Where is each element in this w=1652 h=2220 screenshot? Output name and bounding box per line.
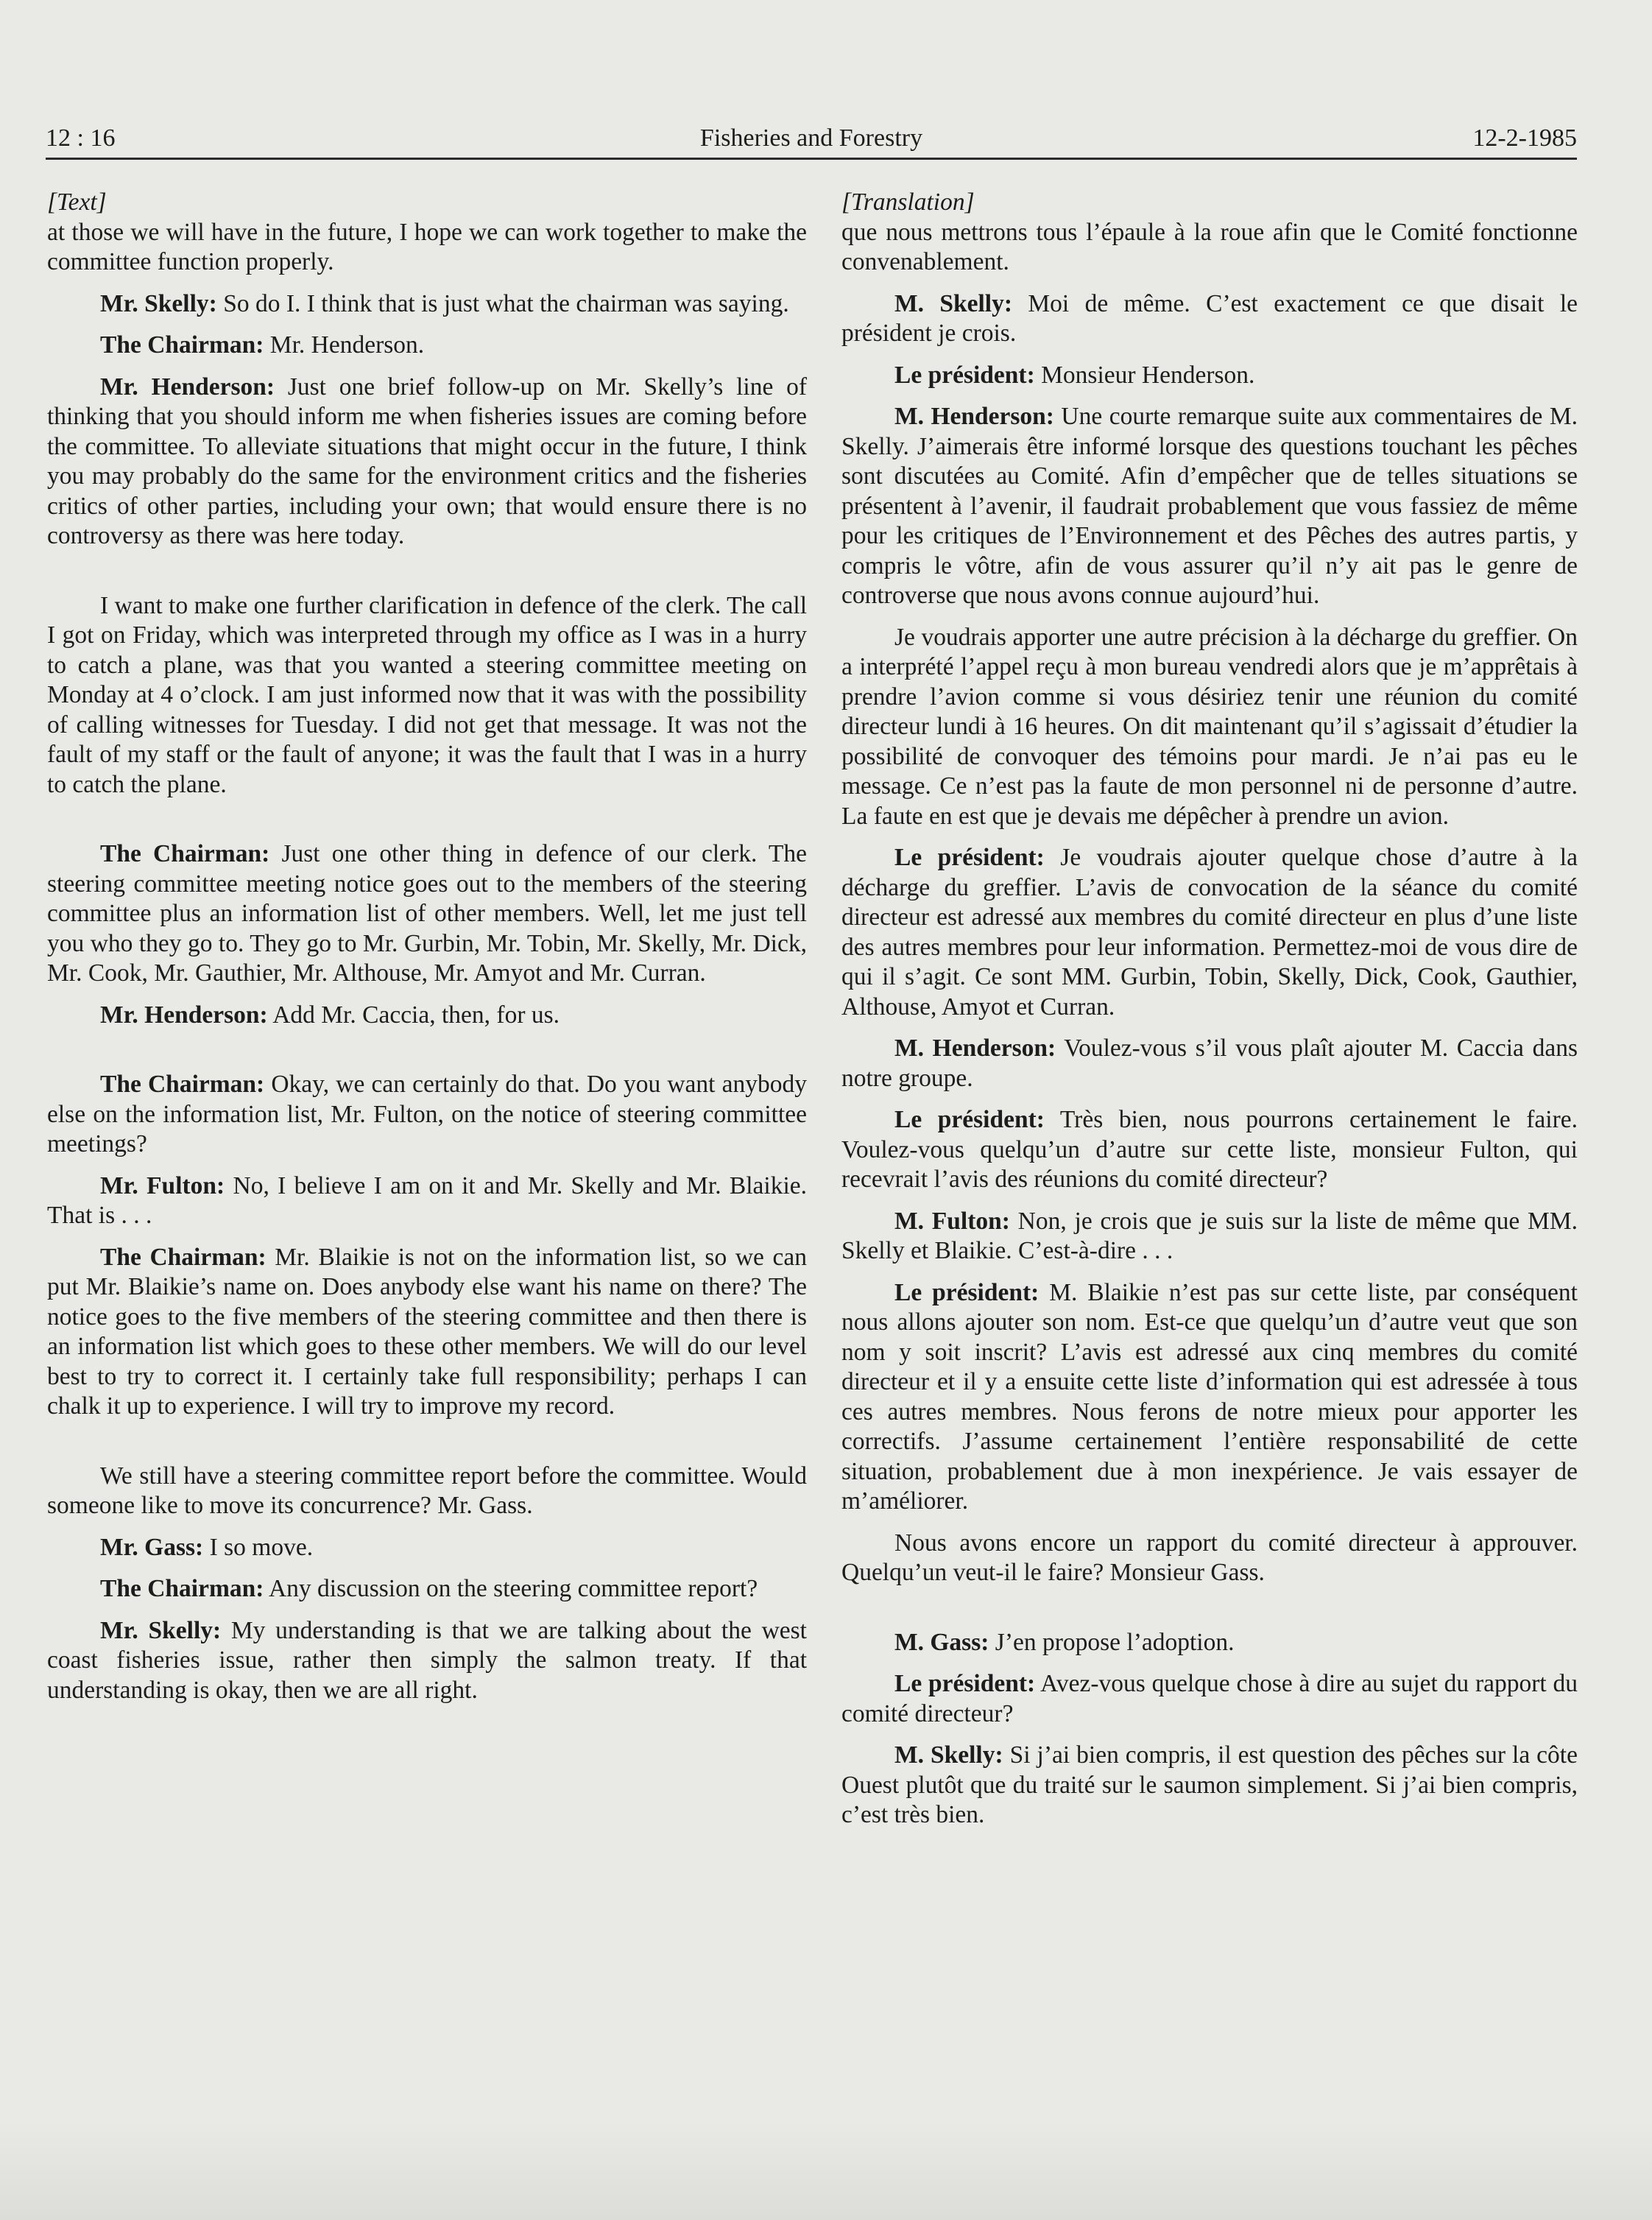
paragraph-text: Non, je crois que je suis sur la liste de même que MM. Skelly et Blaikie. C’est-à-dire . . . bbox=[841, 1207, 1578, 1264]
speaker-name: The Chairman: bbox=[100, 1243, 266, 1271]
paragraph-text: Très bien, nous pourrons certainement le faire. Voulez-vous quelqu’un d’autre sur cette liste, monsieur Fulton, qui recevrait l’avis des réunions du comité directeur? bbox=[841, 1106, 1578, 1193]
paragraph-text: Okay, we can certainly do that. Do you want anybody else on the information list, Mr. Fulton, on the notice of steering committee meetings? bbox=[47, 1071, 807, 1157]
speaker-name: M. Skelly: bbox=[894, 1741, 1003, 1769]
speaker-name: M. Henderson: bbox=[894, 403, 1054, 430]
paragraph bbox=[47, 1070, 807, 1160]
paragraph-text: My understanding is that we are talking about the west coast fisheries issue, rather then simply the salmon treaty. If that understanding is okay, then we are all right. bbox=[47, 1616, 807, 1704]
speaker-name: Le président: bbox=[894, 1278, 1039, 1306]
paragraph-text: Just one brief follow-up on Mr. Skelly’s line of thinking that you should inform me when fisheries issues are coming before the committee. To alleviate situations that might occur in the future, I think you may probably do the same for the environment critics and the fisheries critics of other parties, including your own; that would ensure there is no controversy as there was here today. bbox=[47, 373, 807, 549]
paragraph bbox=[841, 1628, 1578, 1658]
paragraph-text: Add Mr. Caccia, then, for us. bbox=[267, 1001, 560, 1029]
paragraph-gap bbox=[47, 1231, 807, 1243]
page-bottom-margin bbox=[0, 2121, 1652, 2220]
paragraph-gap bbox=[47, 800, 807, 839]
paragraph bbox=[841, 623, 1578, 832]
paragraph-gap bbox=[47, 1030, 807, 1070]
page-number: 12 : 16 bbox=[46, 124, 116, 152]
paragraph-gap bbox=[47, 1160, 807, 1171]
speaker-name: Mr. Henderson: bbox=[100, 1001, 268, 1029]
paragraph bbox=[47, 218, 807, 278]
paragraph-text: M. Blaikie n’est pas sur cette liste, par conséquent nous allons ajouter son nom. Est-ce que quelqu’un d’autre veut que son nom y soit inscrit? L’avis est adressé aux cinq membres du comité directeur et il y a ensuite cette liste d’information qui est adressée à tous ces autres membres. Nous ferons de notre mieux pour apporter les correctifs. J’assume certainement l’entière responsabilité de cette situation, probablement due à mon inexpérience. Je vais essayer de m’améliorer. bbox=[841, 1278, 1578, 1515]
paragraph-gap bbox=[841, 1517, 1578, 1529]
speaker-name: M. Fulton: bbox=[894, 1207, 1010, 1235]
paragraph-gap bbox=[841, 1266, 1578, 1278]
paragraph bbox=[841, 1278, 1578, 1517]
paragraph bbox=[47, 289, 807, 320]
paragraph bbox=[841, 289, 1578, 349]
paragraph-gap bbox=[47, 989, 807, 1001]
speaker-name: Le président: bbox=[894, 361, 1035, 389]
paragraph-text: Nous avons encore un rapport du comité directeur à approuver. Quelqu’un veut-il le faire? Monsieur Gass. bbox=[841, 1529, 1578, 1586]
paragraph bbox=[47, 1574, 807, 1604]
paragraph-gap bbox=[47, 1604, 807, 1616]
paragraph-gap bbox=[841, 1093, 1578, 1105]
paragraph-text: Si j’ai bien compris, il est question des pêches sur la côte Ouest plutôt que du traité sur le saumon simplement. Si j’ai bien compris, c’est très bien. bbox=[841, 1741, 1578, 1828]
paragraph-gap bbox=[841, 1588, 1578, 1628]
paragraph bbox=[841, 1741, 1578, 1830]
paragraph-text: Avez-vous quelque chose à dire au sujet du rapport du comité directeur? bbox=[841, 1670, 1578, 1727]
paragraph-gap bbox=[47, 278, 807, 289]
paragraph-text: Voulez-vous s’il vous plaît ajouter M. Caccia dans notre groupe. bbox=[841, 1035, 1578, 1092]
speaker-name: Le président: bbox=[894, 1106, 1045, 1133]
speaker-name: Mr. Skelly: bbox=[100, 289, 217, 317]
speaker-name: Mr. Gass: bbox=[100, 1533, 204, 1561]
paragraph-gap bbox=[841, 611, 1578, 623]
paragraph-text: I so move. bbox=[203, 1533, 314, 1561]
paragraph bbox=[841, 1529, 1578, 1588]
paragraph bbox=[47, 1001, 807, 1031]
paragraph bbox=[47, 373, 807, 552]
paragraph-text: que nous mettrons tous l’épaule à la roue afin que le Comité fonctionne convenablement. bbox=[841, 218, 1578, 275]
paragraph-text: Je voudrais ajouter quelque chose d’autre à la décharge du greffier. L’avis de convocation de la séance du comité directeur est adressé aux membres du comité directeur en plus d’une liste des autres membres pour leur information. Permettez-moi de vous dire de qui il s’agit. Ce sont MM. Gurbin, Tobin, Skelly, Dick, Cook, Gauthier, Althouse, Amyot et Curran. bbox=[841, 844, 1578, 1021]
paragraph-text: Any discussion on the steering committee report? bbox=[264, 1575, 758, 1602]
speaker-name: The Chairman: bbox=[100, 1575, 264, 1602]
text-note: [Text] bbox=[47, 188, 107, 216]
translation-note: [Translation] bbox=[841, 188, 975, 216]
paragraph-gap bbox=[841, 1729, 1578, 1741]
paragraph bbox=[47, 1616, 807, 1706]
speaker-name: Mr. Fulton: bbox=[100, 1171, 225, 1199]
speaker-name: M. Skelly: bbox=[894, 289, 1013, 317]
paragraph bbox=[841, 218, 1578, 278]
speaker-name: Le président: bbox=[894, 1670, 1036, 1697]
speaker-name: The Chairman: bbox=[100, 1071, 265, 1098]
paragraph-text: Une courte remarque suite aux commentaires de M. Skelly. J’aimerais être informé lorsque des questions touchant les pêches sont discutées au Comité. Afin d’empêcher que de telles situations se présentent à l’avenir, il faudrait probablement que vous fassiez de même pour les critiques de l’Environnement et des Pêches des autres partis, y compris le vôtre, afin de vous assurer qu’il n’y ait pas le genre de controverse que nous avons connue aujourd’hui. bbox=[841, 403, 1578, 609]
paragraph bbox=[841, 361, 1578, 391]
paragraph-text: Je voudrais apporter une autre précision à la décharge du greffier. On a interprété l’appel reçu à mon bureau vendredi alors que je m’apprêtais à prendre l’avion comme si vous désiriez tenir une réunion du comité directeur lundi à 16 heures. On dit maintenant qu’il s’agissait d’étudier la possibilité de convoquer des témoins pour mardi. Je n’ai pas eu le message. Ce n’est pas la faute de mon personnel ni de personne d’autre. La faute en est que je devais me dépêcher à prendre un avion. bbox=[841, 623, 1578, 830]
paragraph-text: No, I believe I am on it and Mr. Skelly and Mr. Blaikie. That is . . . bbox=[47, 1171, 808, 1229]
paragraph bbox=[47, 591, 807, 800]
speaker-name: Le président: bbox=[894, 844, 1045, 871]
speaker-name: The Chairman: bbox=[100, 331, 264, 359]
paragraph bbox=[841, 843, 1578, 1022]
paragraph-text: Mr. Blaikie is not on the information list, so we can put Mr. Blaikie’s name on. Does anybody else want his name on there? The notice goes to the five members of the steering committee and then there is an information list which goes to these other members. We will do our level best to try to correct it. I certainly take full responsibility; perhaps I can chalk it up to experience. I will try to improve my record. bbox=[47, 1243, 807, 1420]
french-column bbox=[841, 188, 1578, 1830]
paragraph-text: I want to make one further clarification in defence of the clerk. The call I got on Friday, which was interpreted through my office as I was in a hurry to catch a plane, was that you wanted a steering committee meeting on Monday at 4 o’clock. I am just informed now that it was with the possibility of calling witnesses for Tuesday. I did not get that message. It was not the fault of my staff or the fault of anyone; it was the fault that I was in a hurry to catch the plane. bbox=[47, 591, 807, 798]
paragraph bbox=[47, 839, 807, 989]
paragraph-gap bbox=[841, 390, 1578, 402]
paragraph-gap bbox=[841, 1195, 1578, 1207]
paragraph-gap bbox=[841, 831, 1578, 843]
paragraph bbox=[47, 331, 807, 361]
paragraph bbox=[47, 1243, 807, 1422]
paragraph-text: Moi de même. C’est exactement ce que disait le président je crois. bbox=[841, 289, 1578, 347]
paragraph bbox=[841, 402, 1578, 611]
speaker-name: The Chairman: bbox=[100, 840, 270, 867]
paragraph-text: J’en propose l’adoption. bbox=[989, 1628, 1235, 1656]
paragraph-gap bbox=[841, 349, 1578, 361]
paragraph-text: We still have a steering committee report before the committee. Would someone like to move its concurrence? Mr. Gass. bbox=[47, 1462, 807, 1519]
paragraph-gap bbox=[47, 319, 807, 331]
english-column bbox=[47, 188, 807, 1705]
paragraph bbox=[47, 1171, 807, 1231]
page-header bbox=[46, 119, 1577, 160]
running-title: Fisheries and Forestry bbox=[699, 124, 923, 152]
paragraph bbox=[841, 1669, 1578, 1729]
header-date: 12-2-1985 bbox=[1472, 124, 1577, 152]
paragraph bbox=[47, 1533, 807, 1563]
paragraph-gap bbox=[47, 1562, 807, 1574]
paragraph-text: Mr. Henderson. bbox=[264, 331, 425, 359]
paragraph-text: Just one other thing in defence of our clerk. The steering committee meeting notice goes out to the members of the steering committee plus an information list of other members. Well, let me just tell you who they go to. They go to Mr. Gurbin, Mr. Tobin, Mr. Skelly, Mr. Dick, Mr. Cook, Mr. Gauthier, Mr. Althouse, Mr. Amyot and Mr. Curran. bbox=[47, 840, 808, 987]
speaker-name: Mr. Skelly: bbox=[100, 1616, 222, 1644]
paragraph-gap bbox=[841, 1657, 1578, 1669]
speaker-name: M. Henderson: bbox=[894, 1035, 1056, 1062]
paragraph-gap bbox=[47, 1521, 807, 1533]
paragraph-text: at those we will have in the future, I hope we can work together to make the committee function properly. bbox=[47, 218, 807, 275]
paragraph-gap bbox=[47, 1422, 807, 1462]
paragraph-gap bbox=[47, 552, 807, 591]
paragraph bbox=[841, 1105, 1578, 1195]
paragraph-text: So do I. I think that is just what the chairman was saying. bbox=[216, 289, 789, 317]
paragraph bbox=[841, 1034, 1578, 1093]
paragraph bbox=[841, 1207, 1578, 1266]
paragraph-text: Monsieur Henderson. bbox=[1034, 361, 1255, 389]
paragraph-gap bbox=[47, 361, 807, 373]
paragraph bbox=[47, 1462, 807, 1521]
paragraph-gap bbox=[841, 1022, 1578, 1034]
speaker-name: Mr. Henderson: bbox=[100, 373, 275, 401]
speaker-name: M. Gass: bbox=[894, 1628, 989, 1656]
paragraph-gap bbox=[841, 278, 1578, 289]
